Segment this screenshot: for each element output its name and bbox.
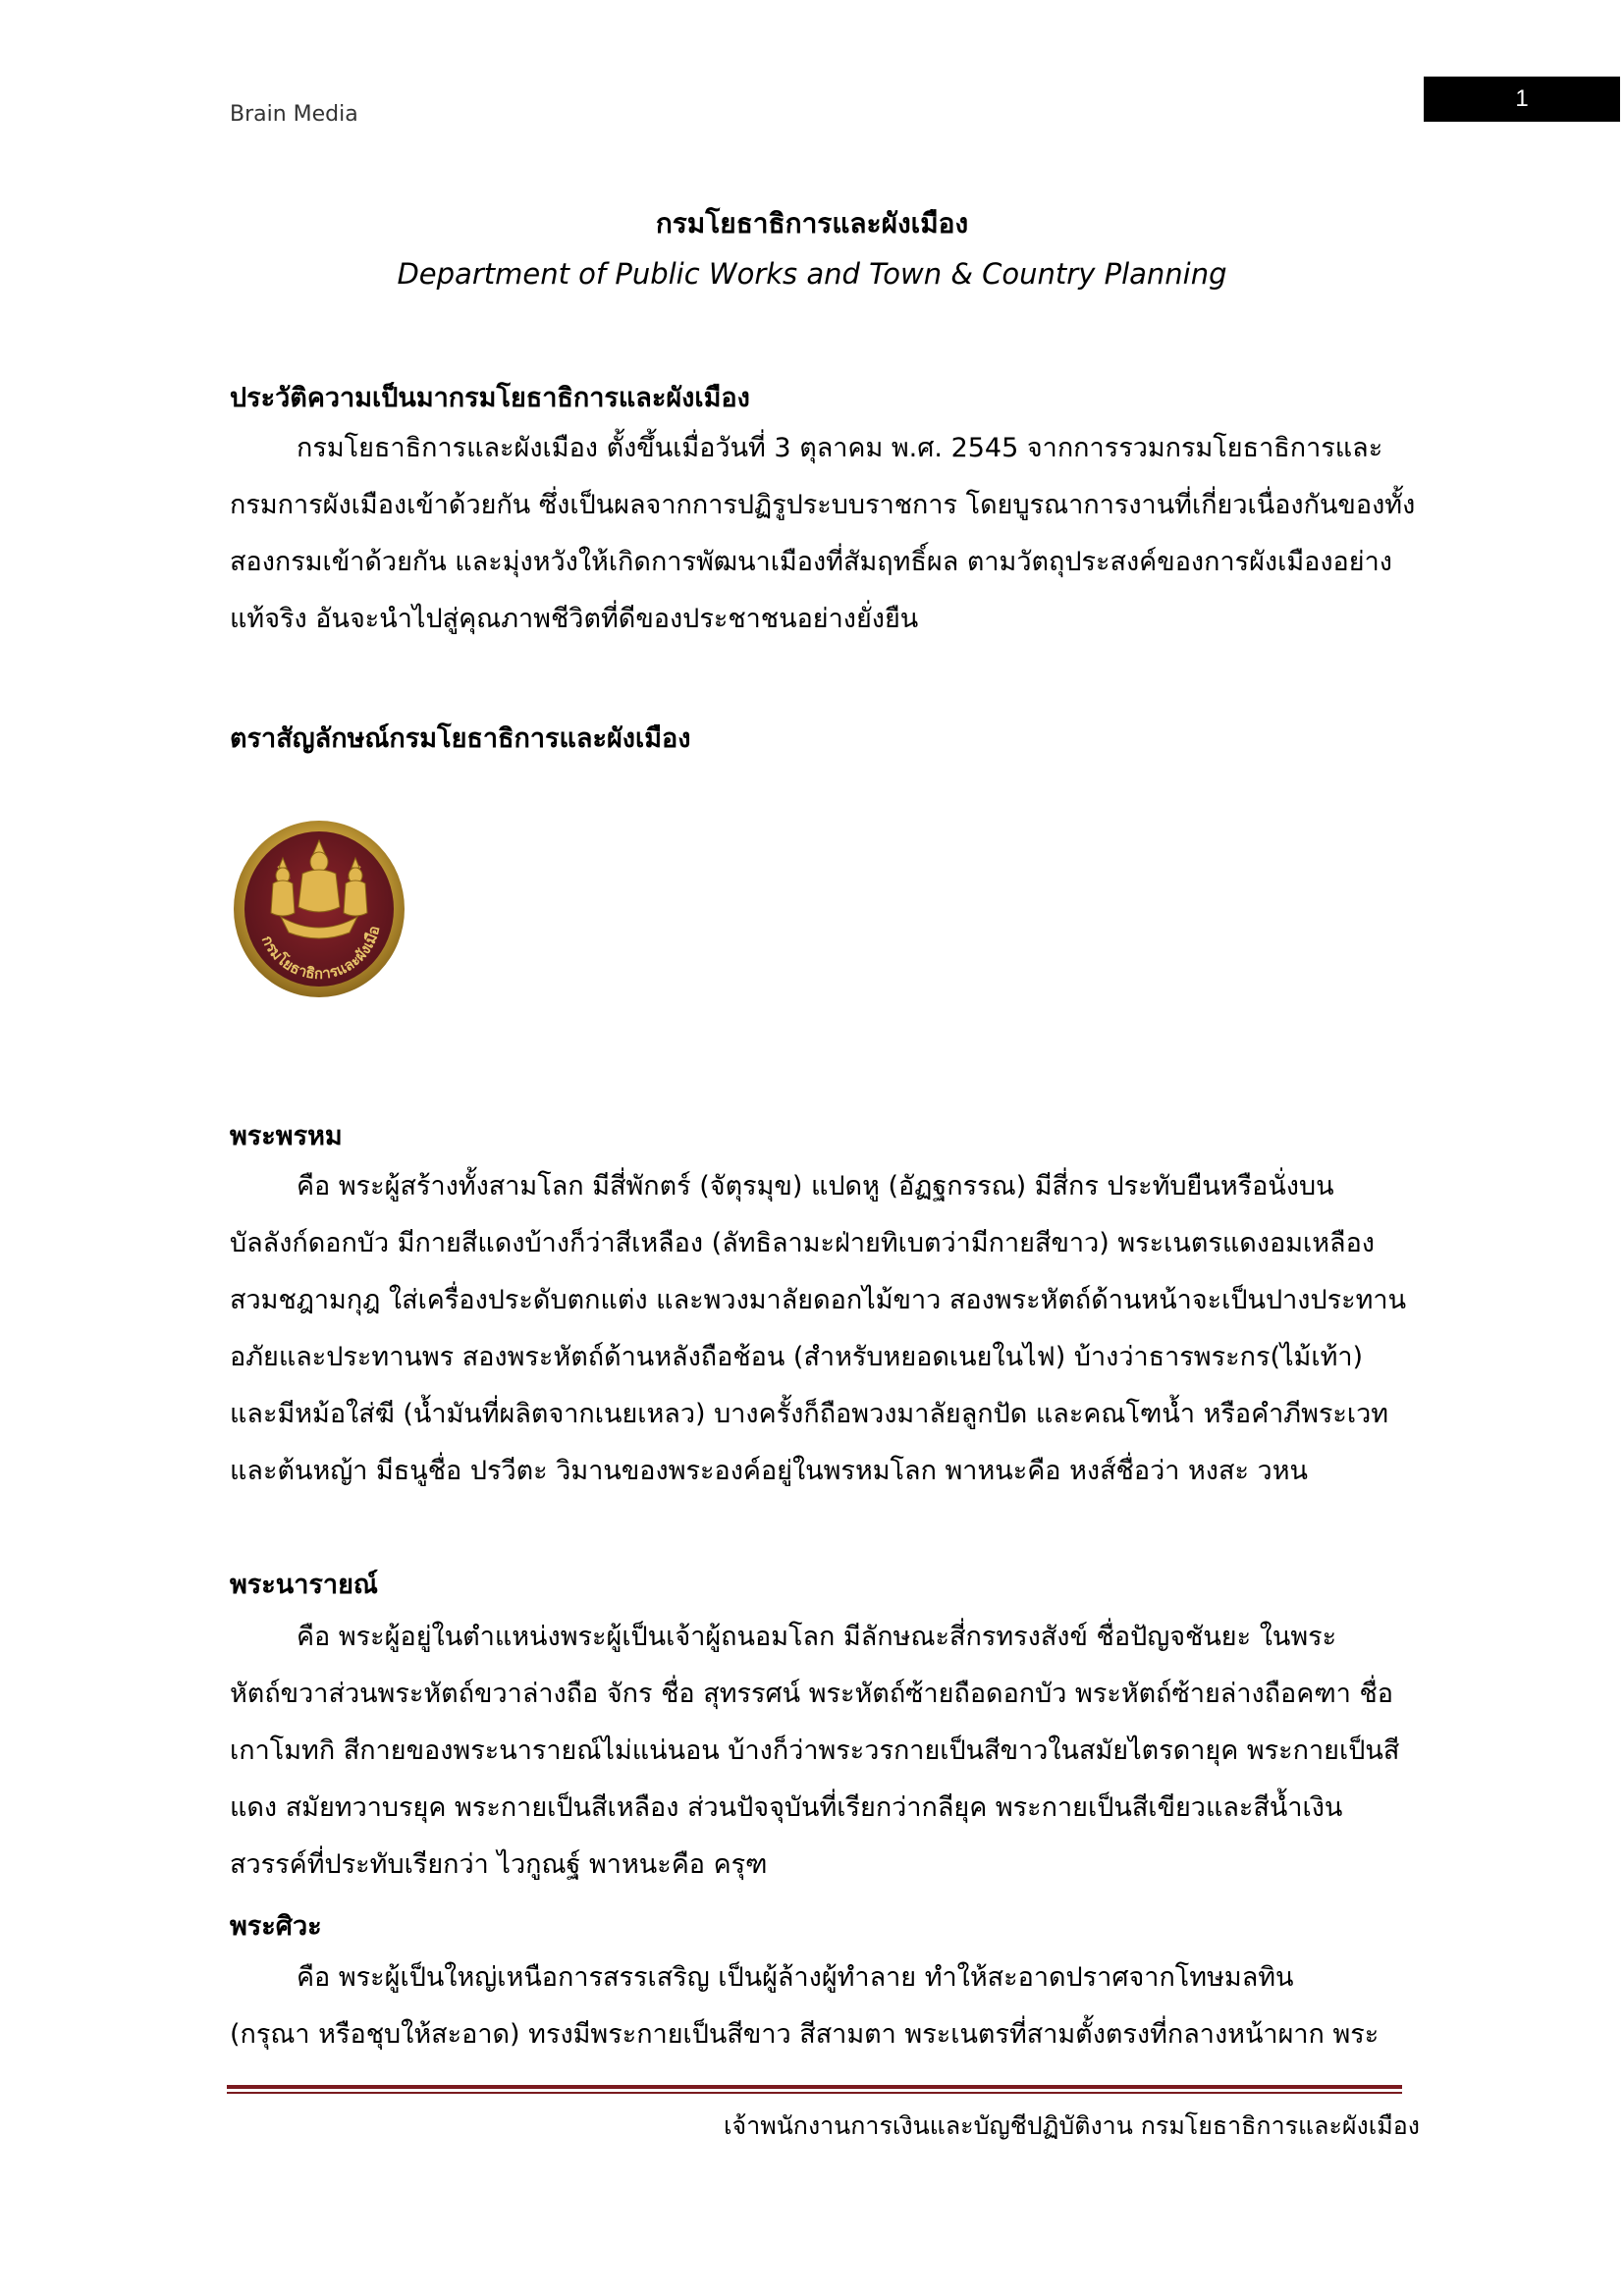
history-heading: ประวัติความเป็นมากรมโยธาธิการและผังเมือง xyxy=(230,383,750,413)
department-seal-image xyxy=(232,819,406,999)
history-paragraph xyxy=(230,420,1428,648)
history-line: กรมการผังเมืองเข้าด้วยกัน ซึ่งเป็นผลจากการปฏิรูประบบราชการ โดยบูรณาการงานที่เกี่ยวเนื่องกันของทั้ง xyxy=(230,490,1416,520)
header-brand: Brain Media xyxy=(230,102,358,127)
narayana-paragraph xyxy=(230,1609,1428,1894)
narayana-line: หัตถ์ขวาส่วนพระหัตถ์ขวาล่างถือ จักร ชื่อ สุทรรศน์ พระหัตถ์ซ้ายถือดอกบัว พระหัตถ์ซ้ายล่างถือคฑา ชื่อ xyxy=(230,1679,1394,1709)
footer-divider-thin xyxy=(227,2092,1402,2094)
shiva-heading: พระศิวะ xyxy=(230,1911,322,1942)
brahma-line: คือ พระผู้สร้างทั้งสามโลก มีสี่พักตร์ (จัตุรมุข) แปดหู (อัฏฐกรรณ) มีสี่กร ประทับยืนหรือนั่งบน xyxy=(297,1171,1334,1201)
narayana-line: แดง สมัยทวาบรยุค พระกายเป็นสีเหลือง ส่วนปัจจุบันที่เรียกว่ากลียุค พระกายเป็นสีเขียวและสีน้ำเงิน xyxy=(230,1792,1343,1823)
narayana-line: เกาโมทกิ สีกายของพระนารายณ์ไม่แน่นอน บ้างก็ว่าพระวรกายเป็นสีขาวในสมัยไตรดายุค พระกายเป็นสี xyxy=(230,1735,1400,1766)
document-title-thai: กรมโยธาธิการและผังเมือง xyxy=(655,207,969,240)
document-title-english: Department of Public Works and Town & Country Planning xyxy=(397,257,1227,291)
history-line: สองกรมเข้าด้วยกัน และมุ่งหวังให้เกิดการพัฒนาเมืองที่สัมฤทธิ์ผล ตามวัตถุประสงค์ของการผังเมืองอย่าง xyxy=(230,547,1392,577)
page-number: 1 xyxy=(1424,77,1620,122)
footer-divider xyxy=(227,2085,1402,2089)
shiva-paragraph xyxy=(230,1949,1428,2063)
shiva-line: (กรุณา หรือชุบให้สะอาด) ทรงมีพระกายเป็นสีขาว สีสามตา พระเนตรที่สามตั้งตรงที่กลางหน้าผาก พระ xyxy=(230,2019,1380,2050)
shiva-line: คือ พระผู้เป็นใหญ่เหนือการสรรเสริญ เป็นผู้ล้างผู้ทำลาย ทำให้สะอาดปราศจากโทษมลทิน xyxy=(297,1962,1294,1993)
footer-text: เจ้าพนักงานการเงินและบัญชีปฏิบัติงาน กรมโยธาธิการและผังเมือง xyxy=(724,2111,1420,2140)
brahma-heading: พระพรหม xyxy=(230,1121,343,1151)
brahma-line: และมีหม้อใส่ฆี (น้ำมันที่ผลิตจากเนยเหลว) บางครั้งก็ถือพวงมาลัยลูกปัด และคณโฑน้ำ หรือคำภีพระเวท xyxy=(230,1399,1389,1429)
narayana-heading: พระนารายณ์ xyxy=(230,1570,378,1600)
brahma-line: บัลลังก์ดอกบัว มีกายสีแดงบ้างก็ว่าสีเหลือง (ลัทธิลามะฝ่ายทิเบตว่ามีกายสีขาว) พระเนตรแดงอมเหลือง xyxy=(230,1228,1375,1258)
narayana-line: สวรรค์ที่ประทับเรียกว่า ไวกูณฐ์ พาหนะคือ ครุฑ xyxy=(230,1849,768,1880)
emblem-heading: ตราสัญลักษณ์กรมโยธาธิการและผังเมือง xyxy=(230,723,691,754)
narayana-line: คือ พระผู้อยู่ในตำแหน่งพระผู้เป็นเจ้าผู้ถนอมโลก มีลักษณะสี่กรทรงสังข์ ชื่อปัญจชันยะ ในพระ xyxy=(297,1622,1337,1652)
history-line: แท้จริง อันจะนำไปสู่คุณภาพชีวิตที่ดีของประชาชนอย่างยั่งยืน xyxy=(230,604,919,634)
seal-lettering: กรมโยธาธิการและผังเมือ xyxy=(257,924,384,983)
brahma-paragraph xyxy=(230,1158,1428,1500)
brahma-line: และต้นหญ้า มีธนูชื่อ ปรวีตะ วิมานของพระองค์อยู่ในพรหมโลก พาหนะคือ หงส์ชื่อว่า หงสะ วหน xyxy=(230,1456,1308,1486)
brahma-line: สวมชฎามกุฎ ใส่เครื่องประดับตกแต่ง และพวงมาลัยดอกไม้ขาว สองพระหัตถ์ด้านหน้าจะเป็นปางประทาน xyxy=(230,1285,1407,1315)
history-line: กรมโยธาธิการและผังเมือง ตั้งขึ้นเมื่อวันที่ 3 ตุลาคม พ.ศ. 2545 จากการรวมกรมโยธาธิการและ xyxy=(297,433,1383,463)
brahma-line: อภัยและประทานพร สองพระหัตถ์ด้านหลังถือช้อน (สำหรับหยอดเนยในไฟ) บ้างว่าธารพระกร(ไม้เท้า) xyxy=(230,1342,1364,1372)
